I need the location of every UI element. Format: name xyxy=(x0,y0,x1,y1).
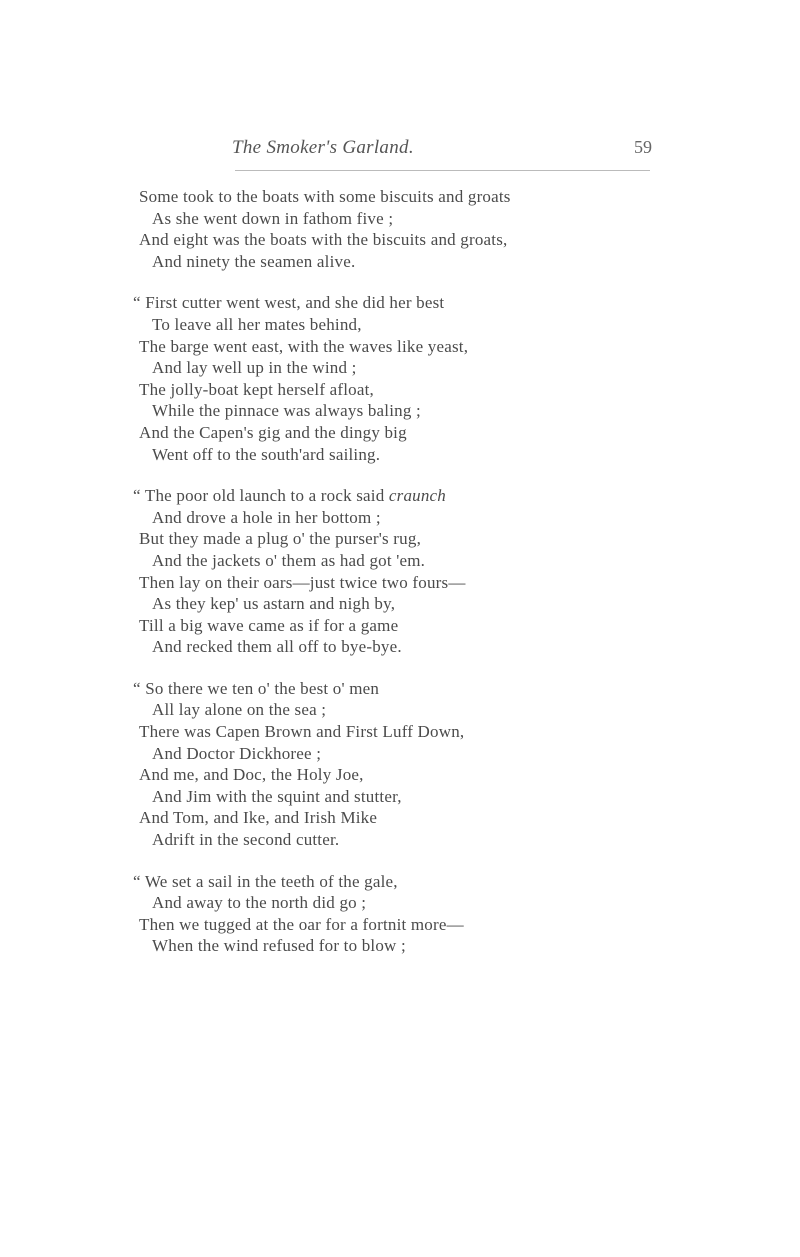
stanza xyxy=(0,678,800,851)
poem-line: And lay well up in the wind ; xyxy=(152,358,357,378)
poem-line: The barge went east, with the waves like yeast, xyxy=(139,336,469,356)
poem-line: Till a big wave came as if for a game xyxy=(139,615,399,635)
poem-line: And eight was the boats with the biscuits and groats, xyxy=(139,230,508,250)
running-head xyxy=(232,137,652,165)
poem-line: And ninety the seamen alive. xyxy=(152,251,356,271)
poem-line-text: “ The poor old launch to a rock said craunch xyxy=(133,486,446,506)
poem-line: And drove a hole in her bottom ; xyxy=(152,507,381,527)
poem-line: To leave all her mates behind, xyxy=(152,314,362,334)
poem-line: And recked them all off to bye-bye. xyxy=(152,637,402,657)
poem-line: And away to the north did go ; xyxy=(152,893,367,913)
poem-body xyxy=(0,186,800,977)
poem-line: As she went down in fathom five ; xyxy=(152,208,394,228)
poem-line: And me, and Doc, the Holy Joe, xyxy=(139,765,364,785)
poem-line: “ So there we ten o' the best o' men xyxy=(133,678,380,698)
stanza xyxy=(0,485,800,658)
poem-line: All lay alone on the sea ; xyxy=(152,700,327,720)
poem-line: And Jim with the squint and stutter, xyxy=(152,786,402,806)
poem-line: Went off to the south'ard sailing. xyxy=(152,444,381,464)
poem-line: And Tom, and Ike, and Irish Mike xyxy=(139,808,378,828)
stanza xyxy=(0,186,800,272)
poem-line xyxy=(0,485,800,507)
poem-line: Then lay on their oars—just twice two fours— xyxy=(139,572,466,592)
poem-line: While the pinnace was always baling ; xyxy=(152,401,421,421)
poem-line: Adrift in the second cutter. xyxy=(152,830,340,850)
poem-line: “ We set a sail in the teeth of the gale, xyxy=(133,871,398,891)
running-title: The Smoker's Garland. xyxy=(232,137,414,158)
stanza xyxy=(0,292,800,465)
poem-line: “ First cutter went west, and she did her best xyxy=(133,293,445,313)
header-rule xyxy=(235,170,650,171)
italic-word: craunch xyxy=(388,486,446,506)
poem-line: But they made a plug o' the purser's rug, xyxy=(139,529,422,549)
poem-line: And the Capen's gig and the dingy big xyxy=(139,422,407,442)
poem-line: The jolly-boat kept herself afloat, xyxy=(139,379,374,399)
poem-line: When the wind refused for to blow ; xyxy=(152,936,406,956)
poem-line: Then we tugged at the oar for a fortnit more— xyxy=(139,914,464,934)
poem-line: As they kep' us astarn and nigh by, xyxy=(152,594,396,614)
page-number: 59 xyxy=(634,137,652,157)
poem-line: And Doctor Dickhoree ; xyxy=(152,743,322,763)
poem-line: Some took to the boats with some biscuits and groats xyxy=(139,187,511,206)
stanza xyxy=(0,871,800,957)
poem-line: And the jackets o' them as had got 'em. xyxy=(152,550,426,570)
poem-line: There was Capen Brown and First Luff Down, xyxy=(139,722,465,742)
